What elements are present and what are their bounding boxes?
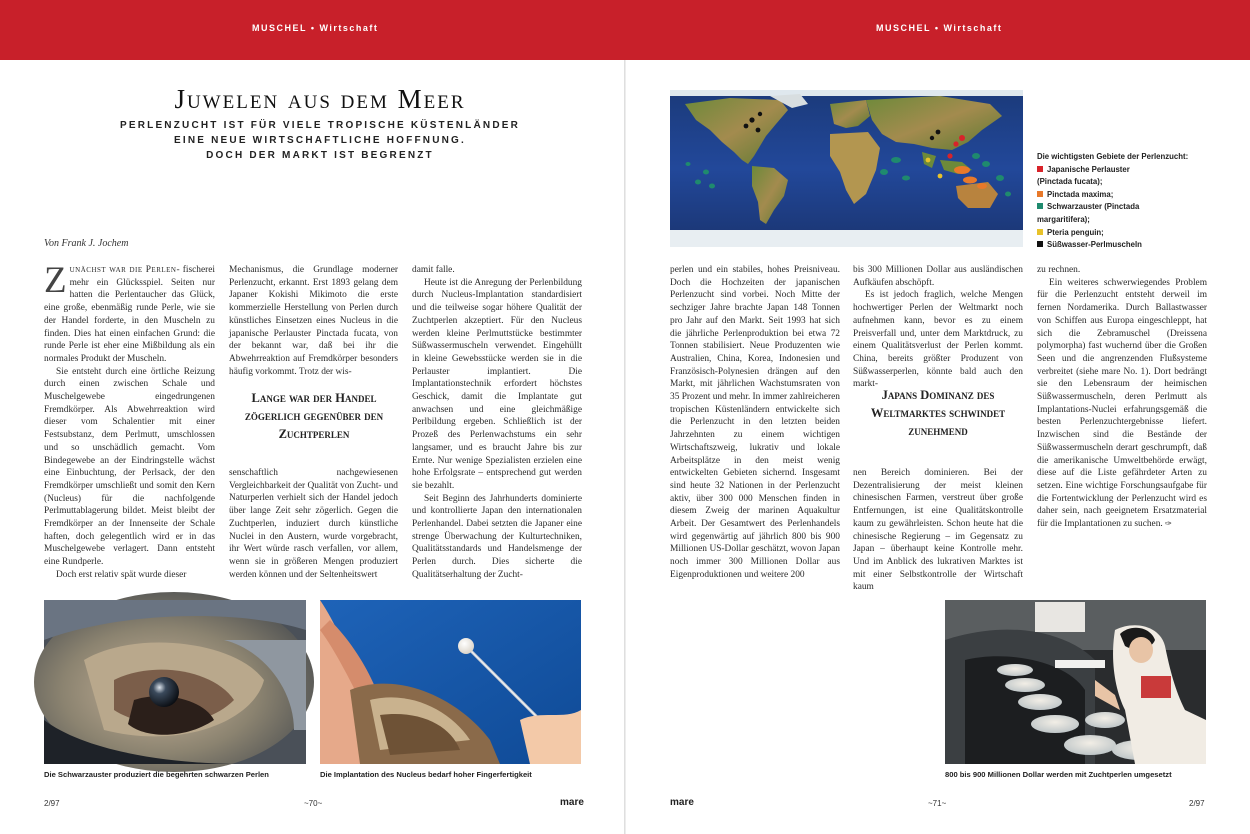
subtitle-line: DOCH DER MARKT IST BEGRENZT [206,150,434,161]
paragraph: perlen und ein stabiles, hohes Preisniveau. Doch die Hochzeiten der japanischen Perlenzucht sind vorbei. Noch Mitte der sechziger Jahre brachte Japan 148 Tonnen pro Jahr auf den Markt. Seit 1993 hat sich die jährliche Perlenproduktion bei etwa 72 Tonnen stabilisiert. Neue Produzenten wie Australien, China, Korea, Indonesien und Französisch-Polynesien drängen auf den Markt, mit jährlichen Wachstumsraten von 35 Prozent und mehr. In immer zahlreicheren tropischen Küstenländern entwickelte sich die Perlenzucht in den letzten beiden Jahrzehnten zu einem wichtigen Wirtschaftszweig, lukrativ und lokale Arbeitsplätze in den meist wenig entwickelten Gebieten sichernd. Insgesamt sind heute 32 Nationen in der Perlenzucht aktiv, über 300 000 Menschen finden in diesem Zweig der marinen Aquakultur Arbeit. Der Gesamtwert des Perlenhandels wird gegenwärtig auf jährlich 800 bis 900 Millionen US-Dollar geschätzt, wovon Japan noch immer 300 Millionen Dollar aus Eigenproduktionen und weitere 200 [670,265,840,580]
text-column-5-top [853,264,1023,390]
text-column-3 [412,264,582,582]
paragraph: Ein weiteres schwerwiegendes Problem für die Perlenzucht entsteht derweil im fernen Nordamerika. Durch Ballastwasser von Schiffen aus Europa eingeschleppt, hat sich die Zebramuschel (Dreissena polymorpha) fast wuchernd über die Großen Seen und die angrenzenden Flußsysteme verbreitet (siehe mare No. 1). Dort bedrängt sie den Lebensraum der heimischen Süßwassermuscheln, deren Perlmutt als Implantations-Nuclei erfahrungsgemäß die besten Perlenzuchtergebnisse liefert. Inzwischen sind die Bestände der Süßwassermuscheln derart geschrumpft, daß die amerikanische Umweltbehörde erwägt, diese auf die Liste gefährdeter Arten zu setzen. Eine wichtige Forschungsaufgabe für die Fortentwicklung der Perlenzucht wird es daher sein, nach geeignetem Ersatzmaterial für die Implantationen zu suchen. ✑ [1037,277,1207,530]
legend-swatch-green [1037,203,1043,209]
text-column-4 [670,264,840,582]
subtitle-line: PERLENZUCHT IST FÜR VIELE TROPISCHE KÜSTENLÄNDER [119,120,521,131]
header-bar [0,0,1250,60]
legend-swatch-orange [1037,191,1043,197]
page-number-left: ~70~ [304,799,323,808]
legend-item: Süßwasser-Perlmuscheln [1037,239,1237,252]
legend-swatch-yellow [1037,229,1043,235]
brand-logo-left: mare [560,797,584,808]
subhead-1: Lange war der Handel zögerlich gegenüber den Zuchtperlen [244,391,384,441]
photo-pearl-sorting [945,600,1206,764]
map-legend [1037,151,1237,252]
paragraph: bis 300 Millionen Dollar aus ausländischen Aufkäufen abschöpft. [853,265,1023,288]
paragraph: zu rechnen. [1037,265,1081,275]
world-map-graphic [670,90,1023,247]
article-title: Juwelen aus dem Meer [174,84,466,114]
page-gutter [624,60,626,834]
issue-number-left: 2/97 [44,799,60,808]
paragraph: Zunächst war die Perlen- fischerei mehr ein Glücksspiel. Seiten nur hatten die Perlentaucher das Glück, eine große, ebenmäßig runde Perle, wie sie der Handel forderte, in den Muscheln zu finden. Dies hat einen einfachen Grund: die runde Perle ist eher eine Mißbildung als ein normales Produkt der Muscheln. [44,260,215,364]
legend-swatch-black [1037,241,1043,247]
running-head-left: MUSCHEL • Wirtschaft [252,23,379,33]
page-number-right: ~71~ [928,799,947,808]
legend-item-latin: (Pinctada fucata); [1037,177,1103,187]
legend-item: Pteria penguin; [1037,227,1237,240]
paragraph: Es ist jedoch fraglich, welche Mengen hochwertiger Perlen der Weltmarkt noch aufnehmen kann, bevor es zu einem Preisverfall und, unter dem Marktdruck, zu einem Qualitätsverlust der Perlen kommt. China, bereits größter Produzent von Süßwasserperlen, könnte bald auch den markt- [853,290,1023,390]
sorting-image [945,600,1206,764]
text-column-2-top [229,264,398,380]
paragraph: damit falle. [412,265,455,275]
paragraph: nen Bereich dominieren. Bei der Dezentralisierung der meist kleinen chinesischen Farmen, verstreut über große Entfernungen, ist eine Qualitätskontrolle kaum zu gewährleisten. Schon heute hat die chinesische Regierung – im Gegensatz zu Japan – überhaupt keine Kontrolle mehr. Und im Anblick des lukrativen Marktes ist mit einer Selbstkontrolle der Wirtschaft kaum [853,468,1023,593]
brand-logo-right: mare [670,797,694,808]
text-column-6 [1037,264,1207,582]
implantation-image [320,600,581,764]
drop-cap: Z [44,260,67,301]
lead-in: unächst war die Perlen- [69,265,181,275]
legend-item-latin: margaritifera); [1037,214,1090,224]
text-column-5-bottom [853,467,1023,593]
text-column-1 [44,260,215,582]
caption-photo-1: Die Schwarzauster produziert die begehrten schwarzen Perlen [44,770,269,779]
legend-item: Japanische Perlauster [1037,164,1237,177]
subtitle-line: EINE NEUE WIRTSCHAFTLICHE HOFFNUNG. [174,135,466,146]
world-map [670,90,1023,247]
caption-photo-2: Die Implantation des Nucleus bedarf hoher Fingerfertigkeit [320,770,532,779]
paragraph: Doch erst relativ spät wurde dieser [56,569,187,580]
photo-black-oyster [44,600,306,764]
legend-item: Schwarzauster (Pinctada [1037,201,1237,214]
paragraph: Seit Beginn des Jahrhunderts dominierte und kontrollierte Japan den internationalen Perlenhandel. Dabei setzten die Japaner eine strenge Überwachung der Kulturtechniken, Qualitätsstandards und Handelsmenge der Perlen durch. Dies sicherte die Qualitätserhaltung der Zucht- [412,493,582,580]
paragraph: senschaftlich nachgewiesenen Vergleichbarkeit der Qualität von Zucht- und Naturperlen verhielt sich der Handel jedoch über lange Zeit sehr zögerlich. Gegen die Zuchtperlen, induziert durch künstliche Nuclei in den Austern, wurde vorgebracht, ihr Wert würde rasch verfallen, vor allem, wenn sie in größeren Mengen produziert werden können und der Seltenheitswert [229,468,398,580]
paragraph: Mechanismus, die Grundlage moderner Perlenzucht, erkannt. Erst 1893 gelang dem Japaner Kokishi Mikimoto die erste kommerzielle Herstellung von Perlen durch künstliches Einsetzen eines Nucleus in die japanische Perlauster Pinctada fucata, von der bekannt war, daß bei ihr die Abwehrreaktion auf Fremdkörper besonders häufig vorkommt. Trotz der wis- [229,265,398,377]
legend-title: Die wichtigsten Gebiete der Perlenzucht: [1037,152,1189,161]
subhead-2: Japans Dominanz des Weltmarktes schwindet zunehmend [870,388,1006,438]
running-head-right: MUSCHEL • Wirtschaft [876,23,1003,33]
byline: Von Frank J. Jochem [44,238,129,249]
end-mark-icon: ✑ [1165,519,1172,529]
oyster-image [44,600,306,764]
legend-item: Pinctada maxima; [1037,189,1237,202]
legend-swatch-red [1037,166,1043,172]
photo-implantation [320,600,581,764]
text-column-2-bottom [229,467,398,582]
paragraph: Sie entsteht durch eine örtliche Reizung durch einen zwischen Schale und Muschelgewebe eingedrungenen Fremdkörper. Als Abwehrreaktion wird dieser vom Schalentier mit einer Festsubstanz, dem Perlmutt, umschlossen und so unschädlich gemacht. Vom Bindegewebe an der Eindringstelle wächst eine Einbuchtung, der Perlsack, der den Fremdkörper umschließt und somit den Kern (Nucleus) für die nachfolgende Perlmuttablagerung bildet. Meist bleibt der Fremdkörper an der Innenseite der Schale haften, doch gelegentlich wird er in das Muschelgewebe verlagert. Dann entsteht eine Rundperle. [44,366,215,568]
caption-photo-3: 800 bis 900 Millionen Dollar werden mit Zuchtperlen umgesetzt [945,770,1172,779]
issue-number-right: 2/97 [1189,799,1205,808]
article-subtitle [70,118,570,163]
paragraph: Heute ist die Anregung der Perlenbildung durch Nucleus-Implantation standardisiert und die teilweise sogar höhere Qualität der Zuchtperlen akzeptiert. Für den Nucleus werden kleine Perlmuttstücke bestimmter Süßwassermuscheln verwendet. Eingehüllt in kleine Gewebsstücke werden sie in die Perlauster implantiert. Die Implantationstechnik erfordert höchstes Geschick, damit die Implantate gut anwachsen und eine gleichmäßige Perlbildung ergeben. Schließlich ist der Prozeß des Perlenwachstums ein sehr langsamer, und es braucht Jahre bis zur Ernte. Nur wenige Spezialisten erzielen eine hohe Erfolgsrate – entsprechend gut werden sie bezahlt. [412,277,582,491]
